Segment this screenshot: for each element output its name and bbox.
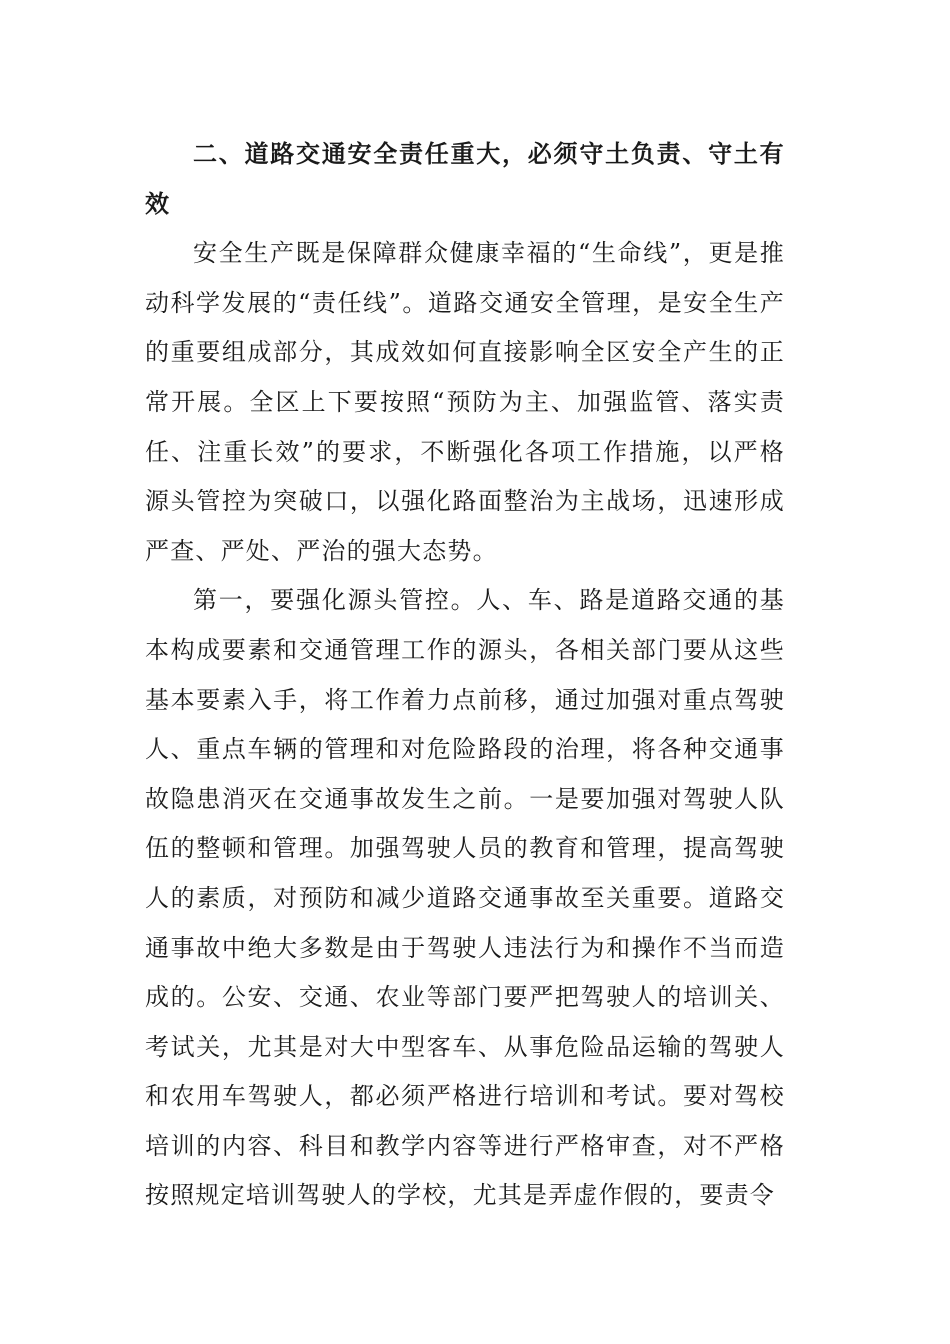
paragraph-safety-lifeline: 安全生产既是保障群众健康幸福的“生命线”，更是推动科学发展的“责任线”。道路交通安全管理，是安全生产的重要组成部分，其成效如何直接影响全区安全产生的正常开展。全区上下要按照“预防为主、加强监管、落实责任、注重长效”的要求，不断强化各项工作措施，以严格源头管控为突破口，以强化路面整治为主战场，迅速形成严查、严处、严治的强大态势。 xyxy=(145,239,785,565)
document-body xyxy=(145,130,785,1221)
section-heading: 二、道路交通安全责任重大，必须守土负责、守土有效 xyxy=(145,140,785,218)
paragraph-source-control: 第一，要强化源头管控。人、车、路是道路交通的基本构成要素和交通管理工作的源头，各相关部门要从这些基本要素入手，将工作着力点前移，通过加强对重点驾驶人、重点车辆的管理和对危险路段的治理，将各种交通事故隐患消灭在交通事故发生之前。一是要加强对驾驶人队伍的整顿和管理。加强驾驶人员的教育和管理，提高驾驶人的素质，对预防和减少道路交通事故至关重要。道路交通事故中绝大多数是由于驾驶人违法行为和操作不当而造成的。公安、交通、农业等部门要严把驾驶人的培训关、考试关，尤其是对大中型客车、从事危险品运输的驾驶人和农用车驾驶人，都必须严格进行培训和考试。要对驾校培训的内容、科目和教学内容等进行严格审查，对不严格按照规定培训驾驶人的学校，尤其是弄虚作假的，要责令 xyxy=(145,586,785,1210)
